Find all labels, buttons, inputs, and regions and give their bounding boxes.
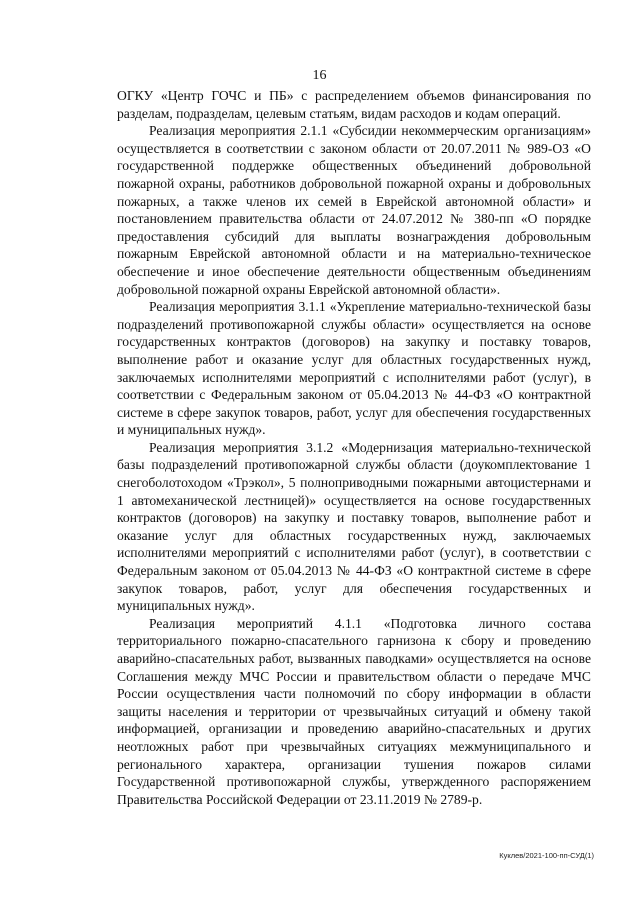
document-body [117,87,591,808]
document-code: Куклев/2021-100-пп-СУД(1) [499,851,594,860]
paragraph-financing-continuation: ОГКУ «Центр ГОЧС и ПБ» с распределением объемов финансирования по разделам, подразделам, целевым статьям, видам расходов и кодам операций. [117,88,591,121]
page-number: 16 [312,68,327,83]
paragraph-measure-3-1-1: Реализация мероприятия 3.1.1 «Укрепление материально-технической базы подразделений противопожарной службы области» осуществляется на основе государственных контрактов (договоров) на закупку и поставку товаров, выполнение работ и оказание услуг для областных государственных нужд, заключаемых исполнителями мероприятий с исполнителями работ (услуг), в соответствии с Федеральным законом от 05.04.2013 № 44-ФЗ «О контрактной системе в сфере закупок товаров, работ, услуг для обеспечения государственных и муниципальных нужд». [117,299,591,438]
paragraph-measure-2-1-1: Реализация мероприятия 2.1.1 «Субсидии некоммерческим организациям» осуществляется в соответствии с законом области от 20.07.2011 № 989-ОЗ «О государственной поддержке общественных объединений добровольной пожарной охраны, работников добровольной пожарной охраны и добровольных пожарных, а также членов их семей в Еврейской автономной области» и постановлением правительства области от 24.07.2012 № 380-пп «О порядке предоставления субсидий для выплаты вознаграждения добровольным пожарным Еврейской автономной области и на материально-техническое обеспечение и иное обеспечение деятельности общественным объединениям добровольной пожарной охраны Еврейской автономной области». [117,123,591,297]
paragraph-measure-4-1-1: Реализация мероприятий 4.1.1 «Подготовка личного состава территориального пожарно-спасательного гарнизона к сбору и проведению аварийно-спасательных работ, вызванных паводками» осуществляется на основе Соглашения между МЧС России и правительством области о передаче МЧС России осуществления части полномочий по сбору информации в области защиты населения и территории от чрезвычайных ситуаций и обмену такой информацией, организации и проведению аварийно-спасательных и других неотложных работ при чрезвычайных ситуациях межмуниципального и регионального характера, организации тушения пожаров силами Государственной противопожарной службы, утвержденного распоряжением Правительства Российской Федерации от 23.11.2019 № 2789-р. [117,615,591,807]
paragraph-measure-3-1-2: Реализация мероприятия 3.1.2 «Модернизация материально-технической базы подразделений противопожарной службы области (доукомплектование 1 снегоболотоходом «Трэкол», 5 полноприводными пожарными автоцистернами и 1 автомеханической лестницей)» осуществляется на основе государственных контрактов (договоров) на закупку и поставку товаров, выполнение работ и оказание услуг для областных государственных нужд, заключаемых исполнителями мероприятий с исполнителями работ (услуг), в соответствии с Федеральным законом от 05.04.2013 № 44-ФЗ «О контрактной системе в сфере закупок товаров, работ, услуг для обеспечения государственных и муниципальных нужд». [117,439,591,614]
